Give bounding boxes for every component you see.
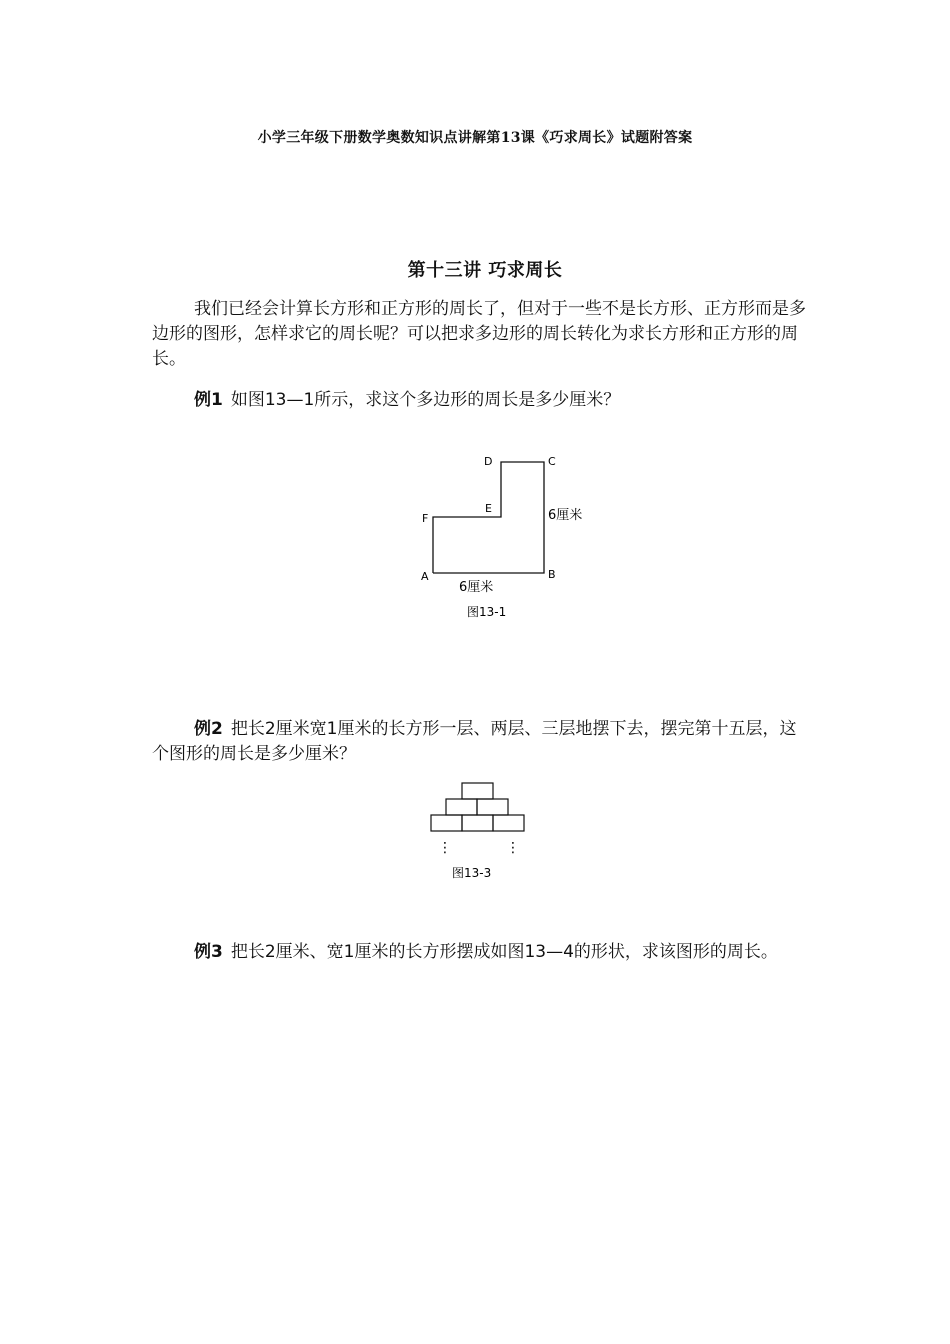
point-label-c: C	[548, 455, 556, 468]
brick-row3-2	[462, 815, 493, 831]
example-3-text: 把长2厘米、宽1厘米的长方形摆成如图13—4的形状，求该图形的周长。	[230, 942, 778, 962]
point-label-a: A	[421, 570, 429, 583]
document-header: 小学三年级下册数学奥数知识点讲解第13课《巧求周长》试题附答案	[257, 130, 693, 146]
example-1-text: 如图13—1所示，求这个多边形的周长是多少厘米？	[230, 390, 621, 410]
example-2-label: 例2	[194, 719, 223, 739]
figure-13-1-caption: 图13-1	[467, 605, 507, 619]
lecture-title: 第十三讲 巧求周长	[407, 260, 563, 281]
example-2	[152, 717, 812, 767]
point-label-b: B	[548, 568, 556, 581]
example-1	[152, 388, 812, 413]
polygon-shape	[433, 462, 544, 573]
length-label-right: 6厘米	[548, 508, 583, 523]
example-2-text: 把长2厘米宽1厘米的长方形一层、两层、三层地摆下去，摆完第十五层，这个图形的周长是多少厘米？	[152, 719, 797, 764]
example-3-label: 例3	[194, 942, 223, 962]
example-1-label: 例1	[194, 390, 223, 410]
intro-paragraph: 我们已经会计算长方形和正方形的周长了，但对于一些不是长方形、正方形而是多边形的图形，怎样求它的周长呢？可以把求多边形的周长转化为求长方形和正方形的周长。	[152, 299, 806, 369]
brick-row1-1	[462, 783, 493, 799]
brick-row3-3	[493, 815, 524, 831]
continuation-dots-left: ⋮	[438, 840, 452, 856]
point-label-e: E	[485, 502, 492, 515]
example-3	[152, 940, 812, 965]
length-label-bottom: 6厘米	[459, 580, 494, 595]
figure-13-3	[425, 780, 535, 885]
brick-row2-1	[446, 799, 477, 815]
continuation-dots-right: ⋮	[506, 840, 520, 856]
brick-row2-2	[477, 799, 508, 815]
figure-13-1	[410, 450, 590, 625]
point-label-f: F	[422, 512, 429, 525]
brick-row3-1	[431, 815, 462, 831]
figure-13-3-caption: 图13-3	[452, 866, 492, 880]
point-label-d: D	[484, 455, 493, 468]
